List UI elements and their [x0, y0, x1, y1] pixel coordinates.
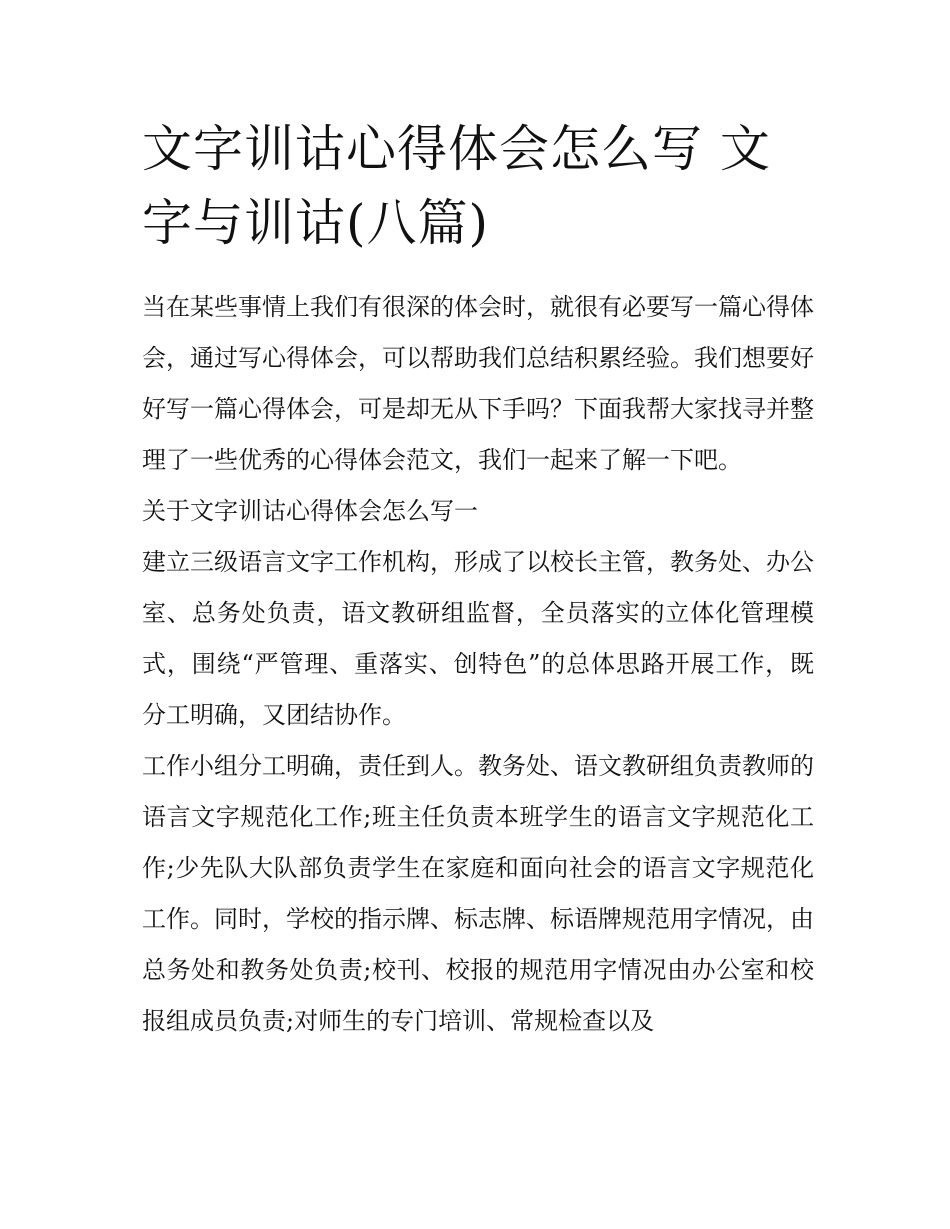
intro-paragraph: 当在某些事情上我们有很深的体会时，就很有必要写一篇心得体会，通过写心得体会，可以帮助我们总结积累经验。我们想要好好写一篇心得体会，可是却无从下手吗？下面我帮大家找寻并整理了一些优秀的心得体会范文，我们一起来了解一下吧。	[142, 293, 814, 474]
body-paragraph-2: 工作小组分工明确，责任到人。教务处、语文教研组负责教师的语言文字规范化工作;班主任负责本班学生的语言文字规范化工作;少先队大队部负责学生在家庭和面向社会的语言文字规范化工作。同时，学校的指示牌、标志牌、标语牌规范用字情况，由总务处和教务处负责;校刊、校报的规范用字情况由办公室和校报组成员负责;对师生的专门培训、常规检查以及	[142, 752, 814, 1035]
document-page	[142, 112, 814, 1047]
body-paragraph-1: 建立三级语言文字工作机构，形成了以校长主管，教务处、办公室、总务处负责，语文教研组监督，全员落实的立体化管理模式，围绕“严管理、重落实、创特色”的总体思路开展工作，既分工明确，又团结协作。	[142, 548, 814, 729]
document-title: 文字训诂心得体会怎么写 文字与训诂(八篇)	[142, 120, 771, 252]
section-heading: 关于文字训诂心得体会怎么写一	[142, 497, 478, 525]
